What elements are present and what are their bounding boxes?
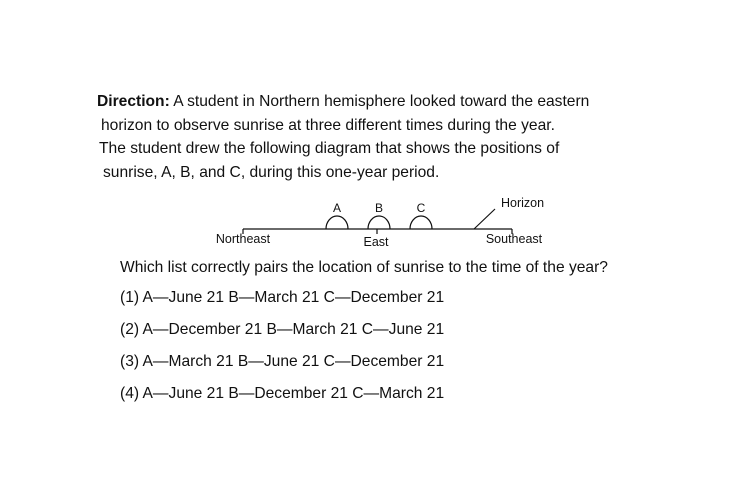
east-label: East: [363, 235, 389, 249]
sun-arc-b: [368, 216, 390, 229]
question-text: Which list correctly pairs the location of sunrise to the time of the year?: [120, 259, 608, 276]
horizon-label: Horizon: [501, 196, 545, 210]
position-label-a: A: [332, 201, 342, 215]
horizon-pointer-line: [474, 209, 495, 229]
sun-arc-c: [410, 216, 432, 229]
answer-options: [120, 288, 444, 416]
position-label-b: B: [374, 201, 384, 215]
northeast-label: Northeast: [215, 232, 271, 246]
answer-option-1: (1) A—June 21 B—March 21 C—December 21: [120, 289, 445, 306]
sun-arc-a: [326, 216, 348, 229]
direction-line-3: The student drew the following diagram that shows the positions of: [99, 140, 560, 157]
direction-text-1: A student in Northern hemisphere looked toward the eastern: [169, 93, 590, 110]
direction-line-2: horizon to observe sunrise at three different times during the year.: [101, 116, 555, 134]
answer-option-3: (3) A—March 21 B—June 21 C—December 21: [120, 353, 445, 370]
southeast-label: Southeast: [485, 232, 543, 246]
position-label-c: C: [416, 201, 426, 215]
answer-option-2: (2) A—December 21 B—March 21 C—June 21: [120, 321, 445, 338]
direction-label: Direction:: [97, 93, 170, 110]
answer-option-4: (4) A—June 21 B—December 21 C—March 21: [120, 385, 445, 402]
direction-line-4: sunrise, A, B, and C, during this one-year period.: [103, 163, 440, 181]
